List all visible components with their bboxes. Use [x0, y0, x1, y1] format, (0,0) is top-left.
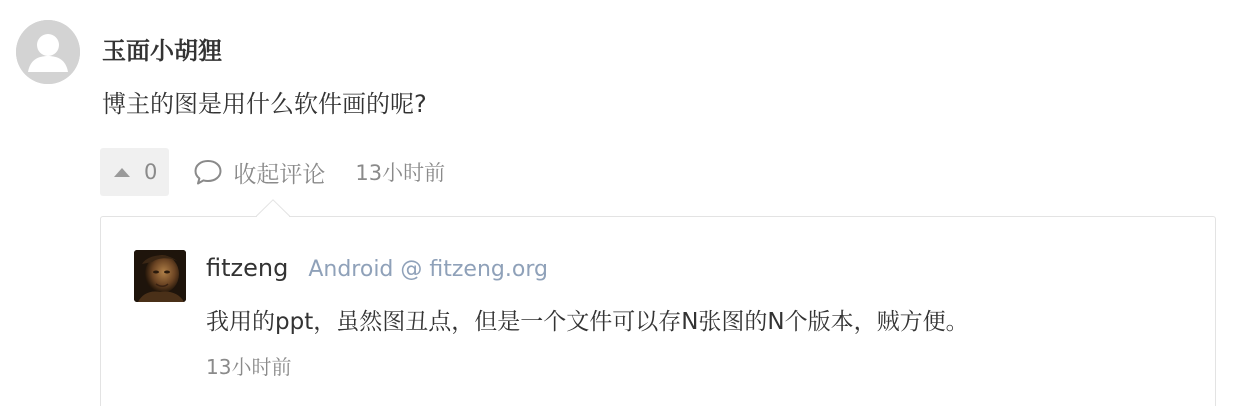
comment-actions [100, 148, 445, 196]
reply-timestamp: 13小时前 [206, 355, 292, 379]
upvote-arrow-icon [114, 168, 130, 177]
user-photo-icon [134, 250, 186, 302]
reply-header [206, 254, 548, 282]
collapse-comments-label: 收起评论 [233, 161, 326, 188]
comment-author[interactable]: 玉面小胡狸 [102, 37, 222, 65]
collapse-comments-button[interactable] [193, 156, 325, 189]
upvote-button[interactable] [100, 148, 169, 196]
reply-author[interactable]: fitzeng [206, 254, 289, 282]
comment-body: 博主的图是用什么软件画的呢? [102, 90, 427, 118]
vote-count: 0 [144, 160, 158, 184]
reply-avatar[interactable] [134, 250, 186, 302]
reply-author-meta[interactable]: Android @ fitzeng.org [308, 257, 548, 282]
reply-pointer-arrow [256, 199, 290, 217]
comment-timestamp: 13小时前 [355, 161, 446, 185]
speech-bubble-icon [193, 158, 223, 186]
user-icon [16, 20, 80, 84]
reply-body: 我用的ppt，虽然图丑点，但是一个文件可以存N张图的N个版本，贼方便。 [206, 309, 969, 335]
comment-avatar[interactable] [16, 20, 80, 84]
